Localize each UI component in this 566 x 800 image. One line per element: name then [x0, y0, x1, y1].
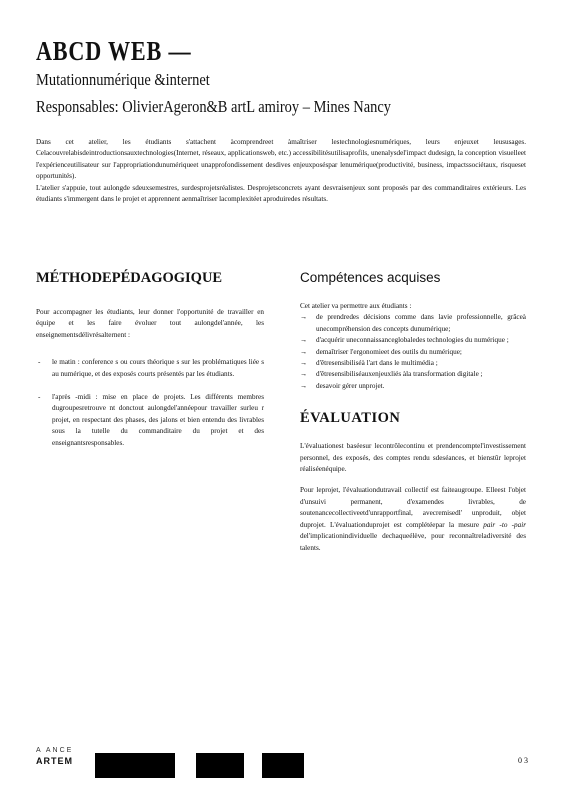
list-item: [300, 369, 526, 380]
methode-list: [36, 357, 264, 449]
dash-marker: -: [38, 358, 41, 367]
list-item-text: l'après -midi : mise en place de projets. Les différents membres dugroupesretrouve nt donctout aulongdel'annéepour travailler surleu r projet, en respectant des phases, des jalons et bien entendu des livrables sous la tutelle du commanditaire du projet et des enseignantsresponsables.: [52, 393, 264, 447]
list-item: [300, 335, 526, 346]
arrow-icon: →: [300, 359, 308, 368]
methode-section: [36, 270, 264, 461]
intro-paragraph-2: L'atelier s'appuie, tout aulongde sdeuxsemestres, surdesprojetsréalistes. Desprojetsconcrets ayant desvraisenjeux sont proposés par des commanditaires extérieurs. Les étudiants s'immergent dans le projet et apprennent aenmaîtriser lacomplexitéet aproduiredes résultats.: [36, 183, 526, 204]
intro-section: [36, 137, 526, 205]
redaction-box: [262, 753, 304, 778]
list-item-text: d'êtresensibiliséà l'art dans le multimédia ;: [316, 359, 438, 368]
list-item: [36, 357, 264, 380]
page-number: 03: [518, 756, 530, 765]
list-item: [300, 358, 526, 369]
list-item-text: le matin : conference s ou cours théorique s sur les problématiques liée s au numérique, et des exposés courts présentés par les étudiants.: [52, 358, 264, 378]
arrow-icon: →: [300, 313, 308, 322]
list-item-text: demaîtriser l'ergonomieet des outils du numérique;: [316, 347, 462, 356]
responsables-line: Responsables: OlivierAgeron&B artL amiroy – Mines Nancy: [36, 97, 392, 116]
logo-line-1: A ANCE: [36, 747, 74, 754]
list-item-text: desavoir gérer unprojet.: [316, 381, 385, 390]
evaluation-paragraph-2-end: del'implicationindividuelle dechaqueélève, pour reconnaîtreladiversité des talents.: [300, 532, 526, 552]
evaluation-paragraph-2-emphasis: pair -to -pair: [483, 520, 526, 529]
artem-logo: [36, 746, 73, 766]
logo-line-2: ARTEM: [36, 756, 73, 766]
intro-paragraph-1: Dans cet atelier, les étudiants s'attachent àcomprendreet àmaîtriser lestechnologiesnumériques, leurs enjeuxet leususages. Celacouvrelabisdeintroductionsauxtechnologies(Internet, réseaux, applicationsweb, etc.) accessibilitésutilisaprofils, unenalysdel'impact dudesign, la conception visuelleet l'expérienceutilisateur sur l'appropriationdunumériqueet unapprofondissement desdives enjeuxposéspar lenumérique(productivité, business, impactssociétaux, risqueset opportunités).: [36, 138, 526, 181]
arrow-icon: →: [300, 381, 308, 390]
list-item-text: d'acquérir uneconnaissanceglobaledes technologies du numérique ;: [316, 336, 509, 345]
methode-intro: Pour accompagner les étudiants, leur donner l'opportunité de travailler en équipe et les faire évoluer tout aulongdel'année, les enseignementsdélivrésalternent :: [36, 308, 264, 339]
dash-marker: -: [38, 393, 41, 402]
competences-intro: Cet atelier va permettre aux étudiants :: [300, 302, 412, 310]
list-item-text: d'êtresensibiliséauxenjeuxliés àla transformation digitale ;: [316, 370, 483, 379]
right-column: [300, 270, 526, 554]
competences-list: [300, 312, 526, 392]
page-subtitle: Mutationnumérique &internet: [36, 70, 210, 89]
list-item: [36, 392, 264, 449]
page-title: ABCD WEB —: [36, 36, 192, 66]
evaluation-heading: ÉVALUATION: [300, 410, 401, 427]
redaction-box: [95, 753, 175, 778]
competences-heading: Compétences acquises: [300, 270, 441, 285]
arrow-icon: →: [300, 336, 308, 345]
redaction-box: [196, 753, 244, 778]
list-item: [300, 312, 526, 335]
evaluation-paragraph-2: [300, 485, 526, 553]
list-item-text: de prendredes décisions comme dans lavie professionnelle, grâceà unecompréhension des concepts dunumérique;: [316, 313, 526, 333]
methode-heading: MÉTHODEPÉDAGOGIQUE: [36, 270, 223, 286]
arrow-icon: →: [300, 347, 308, 356]
evaluation-paragraph-1: L'évaluationest baséesur lecontrôlecontinu et prendencomptel'investissement personnel, des exposés, des comptes rendu sdeséances, et bienstûr leprojet réaliséenéquipe.: [300, 442, 526, 474]
list-item: [300, 381, 526, 392]
arrow-icon: →: [300, 370, 308, 379]
evaluation-paragraph-2-start: Pour leprojet, l'évaluationdutravail collectif est faiteaugroupe. Elleest l'objet d'unsuivi permanent, d'examendes livrables, de soutenancecollectiveetd'unrapportfinal, avecremisedl' unproduit, objet duprojet. L'évaluationduprojet est complétéepar la mesure: [300, 486, 526, 529]
list-item: [300, 347, 526, 358]
